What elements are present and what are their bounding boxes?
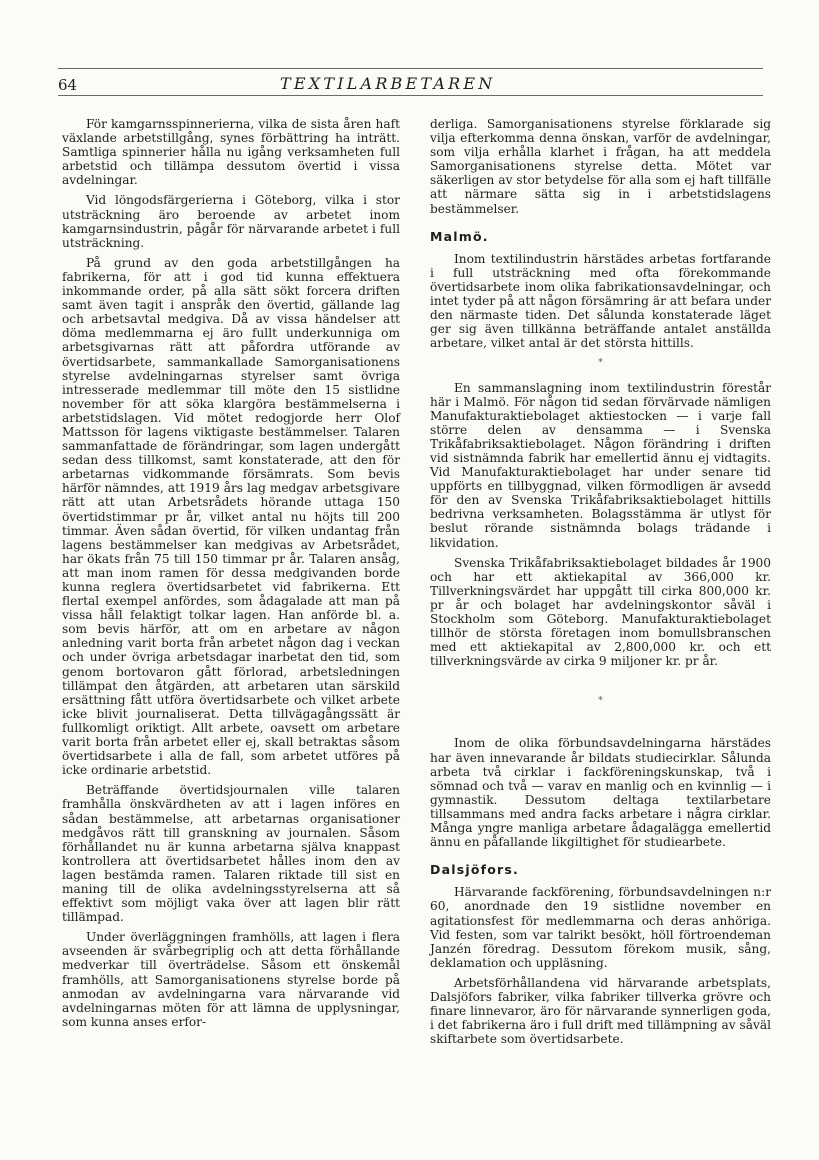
paragraph: Under överläggningen framhölls, att lagen i flera avseenden är svårbegriplig och att detta förhållande medverkar till överträdelse. Såsom ett önskemål framhölls, att Samorganisationens styrelse borde på anmodan av avdelningarna vara närvarande vid avdelningarnas möten för att lämna de upplysningar, som kunna anses erfor- — [62, 930, 400, 1029]
section-heading-dalsjofors: Dalsjöfors. — [430, 862, 519, 878]
paragraph: derliga. Samorganisationens styrelse förklarade sig vilja efterkomma denna önskan, varför de avdelningar, som vilja erhålla klarhet i frågan, ha att meddela Samorganisationens styrelse detta. Mötet var säkerligen av stor betydelse för alla som ej haft tillfälle att närmare sätta sig in i arbetstidslagens bestämmelser. — [430, 117, 771, 216]
separator-asterisk: * — [598, 358, 603, 369]
page-number: 64 — [58, 76, 78, 94]
paragraph: På grund av den goda arbetstillgången ha fabrikerna, för att i god tid kunna effektuera inkommande order, på alla sätt sökt forcera driften samt även tagit i anspråk den övertid, gällande lag och arbetsavtal medgiva. Då av vissa händelser att döma medlemmarna ej äro fullt underkunniga om arbetsgivarnas rätt att påfordra utförande av övertidsarbete, sammankallade Samorganisationens styrelse avdelningarnas styrelser samt övriga intresserade medlemmar till möte den 15 sistlidne november för att söka klargöra bestämmelserna i arbetstidslagen. Vid mötet redogjorde herr Olof Mattsson för lagens viktigaste bestämmelser. Talaren sammanfattade de förändringar, som lagen undergått sedan dess tillkomst, samt konstaterade, att den för arbetarnas vidkommande försämrats. Som bevis härför nämndes, att 1919 års lag medgav arbetsgivare rätt att utan Arbetsrådets hörande uttaga 150 övertidstimmar pr år, vilket antal nu höjts till 200 timmar. Även sådan övertid, för vilken undantag från lagens bestämmelser kan medgivas av Arbetsrådet, har ökats från 75 till 150 timmar pr år. Talaren ansåg, att man inom ramen för dessa medgivanden borde kunna reglera övertidsarbetet vid fabrikerna. Ett flertal exempel anfördes, som ådagalade att man på vissa håll felaktigt tolkar lagen. Han anförde bl. a. som bevis härför, att om en arbetare av någon anledning varit borta från arbetet någon dag i veckan och under övriga arbetsdagar inarbetat den tid, som genom bortovaron gått förlorad, arbetsledningen tillämpat den åtgärden, att arbetaren utan särskild ersättning fått utföra övertidsarbete och vilket arbete icke blivit journaliserat. Detta tillvägagångssätt är fullkomligt oriktigt. Allt arbete, oavsett om arbetare varit borta från arbetet eller ej, skall betraktas såsom övertidsarbete i alla de fall, som arbetet utföres på icke ordinarie arbetstid. — [62, 255, 400, 778]
right-column — [430, 117, 771, 1052]
section-heading-malmo: Malmö. — [430, 228, 489, 244]
paragraph: Beträffande övertidsjournalen ville talaren framhålla önskvärdheten av att i lagen införes en sådan bestämmelse, att arbetarnas organisationer medgåvos rätt till granskning av journalen. Såsom förhållandet nu är kunna arbetarna själva knappast kontrollera att övertidsarbetet hålles inom den av lagen bestämda ramen. Talaren riktade till sist en maning till de olika avdelningsstyrelserna att så effektivt som möjligt vaka över att lagen blir rätt tillämpad. — [62, 783, 400, 925]
paragraph: En sammanslagning inom textilindustrin förestår här i Malmö. För någon tid sedan förvärvade nämligen Manufakturaktiebolaget aktiestocken — i varje fall större delen av densamma — i Svenska Trikåfabriksaktiebolaget. Någon förändring i driften vid sistnämnda fabrik har emellertid ännu ej vidtagits. Vid Manufakturaktiebolaget har under senare tid uppförts en tillbyggnad, vilken förmodligen är avsedd för den av Svenska Trikåfabriksaktiebolaget hittills bedrivna verksamheten. Bolagsstämma är utlyst för beslut rörande sistnämnda bolags trädande i likvidation. — [430, 380, 771, 550]
paragraph: Inom textilindustrin härstädes arbetas fortfarande i full utsträckning med ofta förekommande övertidsarbete inom olika fabrikationsavdelningar, och intet tyder på att någon försämring är att befara under den närmaste tiden. Det sålunda konstaterade läget ger sig även tillkänna beträffande antalet anställda arbetare, vilket antal är det största hittills. — [430, 251, 771, 351]
separator-asterisk: * — [598, 696, 603, 707]
left-column — [62, 117, 400, 1035]
paragraph: Inom de olika förbundsavdelningarna härstädes har även innevarande år bildats studiecirklar. Sålunda arbeta två cirklar i fackföreningskunskap, två i sömnad och två — varav en manlig och en kvinnlig — i gymnastik. Dessutom deltaga textilarbetare tillsammans med andra facks arbetare i några cirklar. Många yngre manliga arbetare ådagalägga emellertid ännu en påfallande likgiltighet för studiearbete. — [430, 736, 771, 850]
paragraph: Vid löngodsfärgerierna i Göteborg, vilka i stor utsträckning äro beroende av arbetet inom kamgarnsindustrin, pågår för närvarande arbetet i full utsträckning. — [62, 193, 400, 250]
paragraph: För kamgarnsspinnerierna, vilka de sista åren haft växlande arbetstillgång, synes förbättring ha inträtt. Samtliga spinnerier hålla nu igång verksamheten full arbetstid och tillämpa dessutom övertid i vissa avdelningar. — [62, 117, 400, 188]
header-rule-bottom — [58, 95, 763, 96]
paragraph: Arbetsförhållandena vid härvarande arbetsplats, Dalsjöfors fabriker, vilka fabriker tillverka grövre och finare linnevaror, äro för närvarande synnerligen goda, i det fabrikerna äro i full drift med tillämpning av såväl skiftarbete som övertidsarbete. — [430, 975, 771, 1047]
running-title: TEXTILARBETAREN — [280, 74, 496, 93]
paragraph: Svenska Trikåfabriksaktiebolaget bildades år 1900 och har ett aktiekapital av 366,000 kr. Tillverkningsvärdet har uppgått till cirka 800,000 kr. pr år och bolaget har avdelningskontor såväl i Stockholm som Göteborg. Manufakturaktiebolaget tillhör de största företagen inom bomullsbranschen med ett aktiekapital av 2,800,000 kr. och ett tillverkningsvärde av cirka 9 miljoner kr. pr år. — [430, 555, 771, 669]
paragraph: Härvarande fackförening, förbundsavdelningen n:r 60, anordnade den 19 sistlidne november en agitationsfest för medlemmarna och deras anhöriga. Vid festen, som var talrikt besökt, höll förtroendeman Janzén föredrag. Dessutom förekom musik, sång, deklamation och uppläsning. — [430, 885, 771, 970]
header-rule-top — [58, 68, 763, 69]
